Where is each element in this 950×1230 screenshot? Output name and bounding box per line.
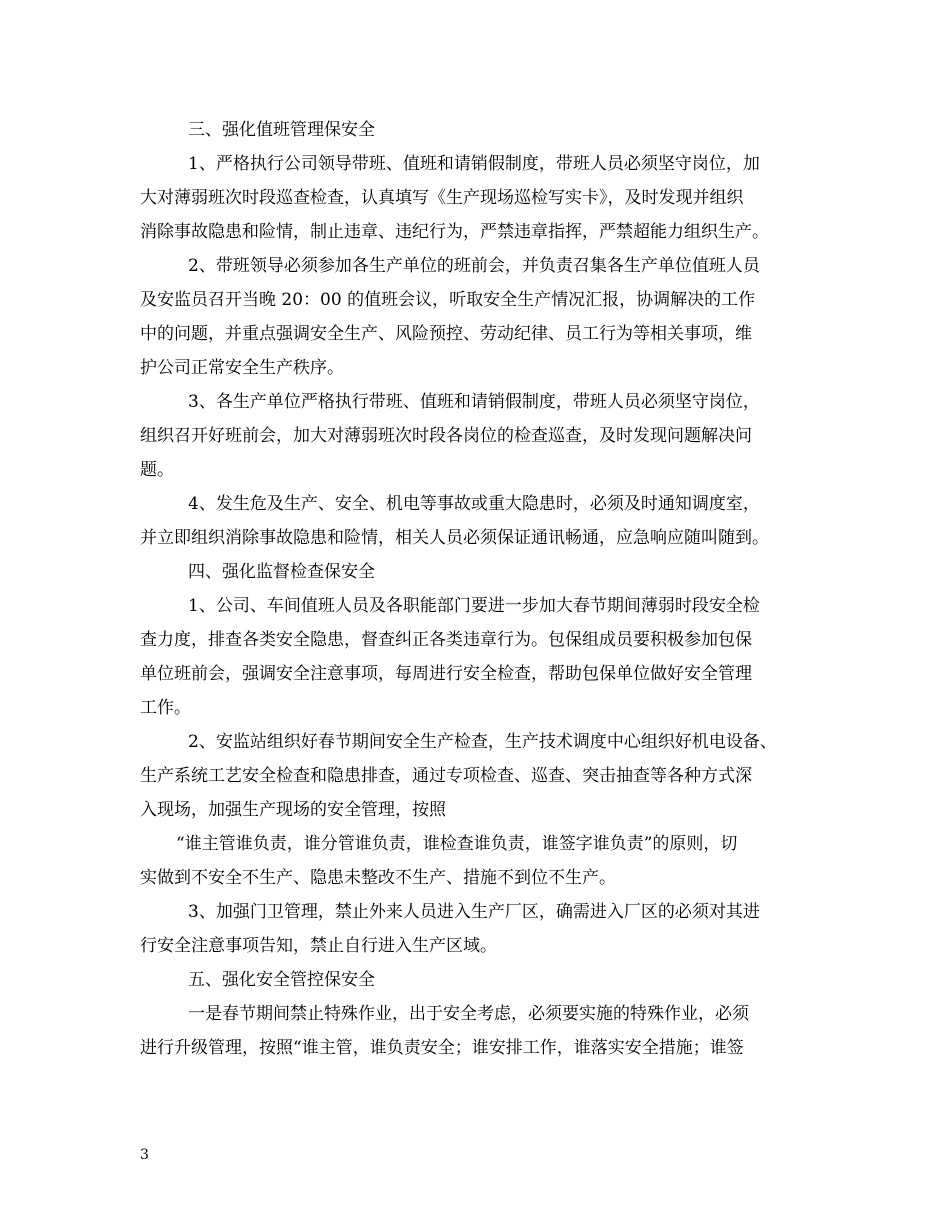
paragraph-line: 1、公司、车间值班人员及各职能部门要进一步加大春节期间薄弱时段安全检	[188, 596, 760, 616]
paragraph-line: 题。	[140, 460, 174, 480]
paragraph-line: 组织召开好班前会，加大对薄弱班次时段各岗位的检查巡查，及时发现问题解决问	[140, 426, 752, 446]
paragraph-line: 行安全注意事项告知，禁止自行进入生产区域。	[140, 936, 497, 956]
paragraph-line: 一是春节期间禁止特殊作业，出于安全考虑，必须要实施的特殊作业，必须	[188, 1004, 749, 1024]
paragraph-line: 实做到不安全不生产、隐患未整改不生产、措施不到位不生产。	[140, 868, 616, 888]
paragraph-line: 4、发生危及生产、安全、机电等事故或重大隐患时，必须及时通知调度室，	[188, 494, 760, 514]
paragraph-line: 并立即组织消除事故隐患和险情，相关人员必须保证通讯畅通，应急响应随叫随到。	[140, 528, 769, 548]
paragraph-line: “谁主管谁负责，谁分管谁负责，谁检查谁负责，谁签字谁负责”的原则，切	[176, 834, 738, 854]
page-number: 3	[140, 1147, 149, 1163]
section-heading: 三、强化值班管理保安全	[188, 120, 375, 140]
paragraph-line: 生产系统工艺安全检查和隐患排查，通过专项检查、巡查、突击抽查等各种方式深	[140, 766, 752, 786]
paragraph-line: 3、各生产单位严格执行带班、值班和请销假制度，带班人员必须坚守岗位，	[188, 392, 760, 412]
paragraph-line: 2、安监站组织好春节期间安全生产检查，生产技术调度中心组织好机电设备、	[188, 732, 777, 752]
paragraph-line: 3、加强门卫管理，禁止外来人员进入生产厂区，确需进入厂区的必须对其进	[188, 902, 760, 922]
paragraph-line: 大对薄弱班次时段巡查检查，认真填写《生产现场巡检写实卡》，及时发现并组织	[140, 188, 744, 208]
paragraph-line: 中的问题，并重点强调安全生产、风险预控、劳动纪律、员工行为等相关事项，维	[140, 324, 752, 344]
paragraph-line: 及安监员召开当晚 20：00 的值班会议，听取安全生产情况汇报，协调解决的工作	[140, 290, 756, 310]
section-heading: 五、强化安全管控保安全	[188, 970, 375, 990]
paragraph-line: 单位班前会，强调安全注意事项，每周进行安全检查，帮助包保单位做好安全管理	[140, 664, 752, 684]
paragraph-line: 1、严格执行公司领导带班、值班和请销假制度，带班人员必须坚守岗位，加	[188, 154, 760, 174]
paragraph-line: 消除事故隐患和险情，制止违章、违纪行为，严禁违章指挥，严禁超能力组织生产。	[140, 222, 769, 242]
paragraph-line: 查力度，排查各类安全隐患，督查纠正各类违章行为。包保组成员要积极参加包保	[140, 630, 752, 650]
paragraph-line: 入现场，加强生产现场的安全管理，按照	[140, 800, 446, 820]
paragraph-line: 护公司正常安全生产秩序。	[140, 358, 344, 378]
paragraph-line: 进行升级管理，按照“谁主管，谁负责安全；谁安排工作，谁落实安全措施；谁签	[140, 1038, 744, 1058]
paragraph-line: 2、带班领导必须参加各生产单位的班前会，并负责召集各生产单位值班人员	[188, 256, 760, 276]
section-heading: 四、强化监督检查保安全	[188, 562, 375, 582]
paragraph-line: 工作。	[140, 698, 191, 718]
